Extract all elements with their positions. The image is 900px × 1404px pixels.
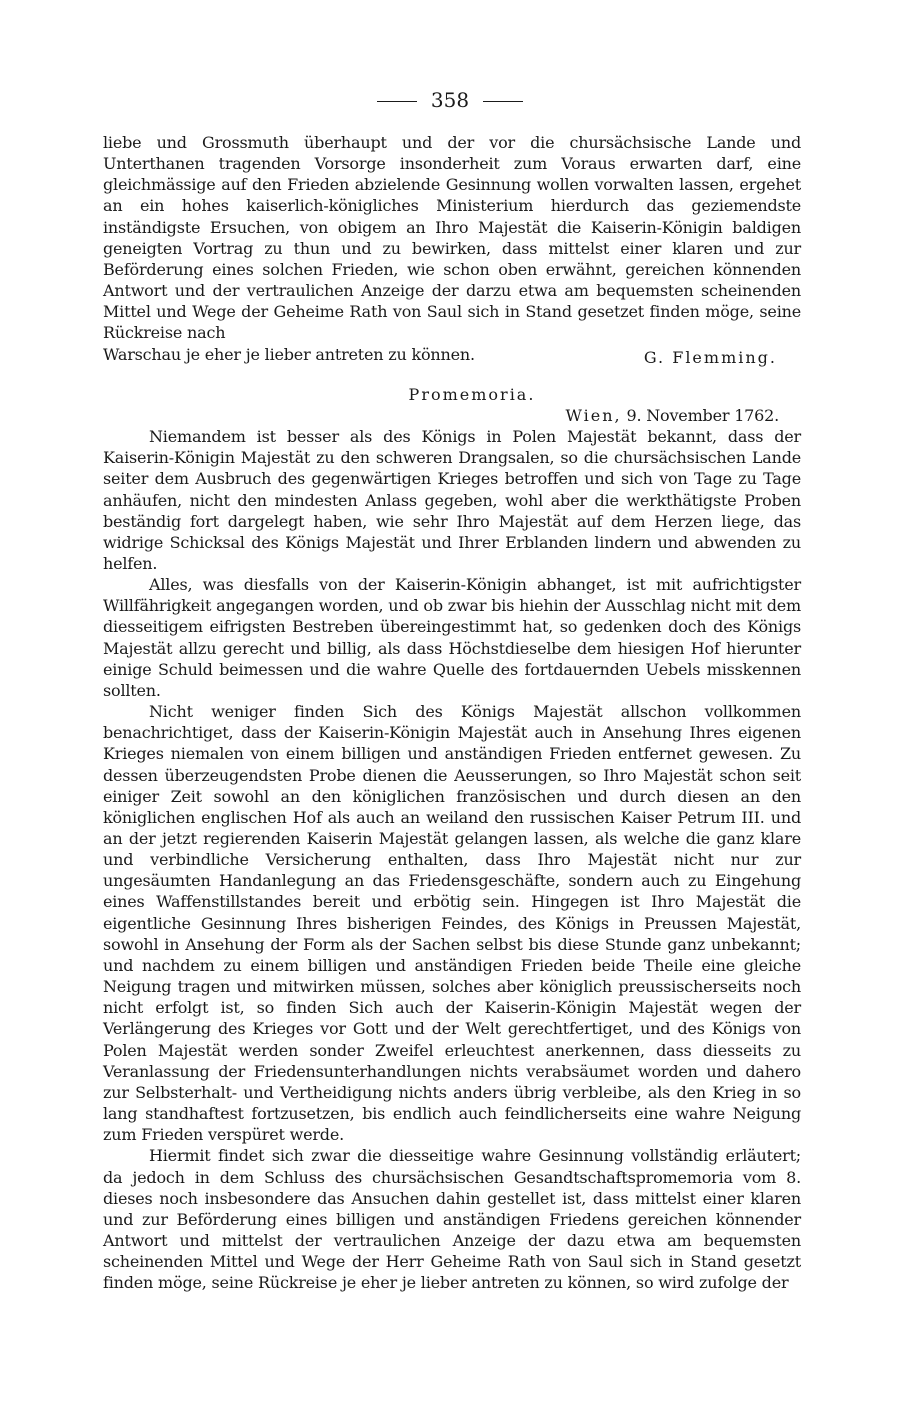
paragraph: Alles, was diesfalls von der Kaiserin-Königin abhanget, ist mit aufrichtigster Willfährigkeit angegangen worden, und ob zwar bis hiehin der Ausschlag nicht mit dem diesseitigem eifrigsten Bestreben übereingestimmt hat, so gedenken doch des Königs Majestät allzu gerecht und billig, als dass Höchstdieselbe dem hiesigen Hof hierunter einige Schuld beimessen und die wahre Quelle des fortdauernden Uebels misskennen sollten. <box>103 575 801 700</box>
signature-line <box>103 344 801 368</box>
page-header <box>0 86 900 114</box>
header-dash-right <box>483 101 523 102</box>
continuation-last-line: Warschau je eher je lieber antreten zu können. <box>103 344 475 364</box>
signature: G. Flemming. <box>643 347 777 367</box>
paragraph: Hiermit findet sich zwar die diesseitige wahre Gesinnung vollständig erläutert; da jedoch in dem Schluss des chursächsischen Gesandtschaftspromemoria vom 8. dieses noch insbesondere das Ansuchen dahin gestellet ist, dass mittelst einer klaren und zur Beförderung eines billigen und anständigen Friedens gereichen könnender Antwort und mittelst der vertraulichen Anzeige der dazu etwa am bequemsten scheinenden Mittel und Wege der Herr Geheime Rath von Saul sich in Stand gesetzt finden möge, seine Rückreise je eher je lieber antreten zu können, so wird zufolge der <box>103 1146 801 1293</box>
paragraph: Nicht weniger finden Sich des Königs Majestät allschon vollkommen benachrichtiget, dass der Kaiserin-Königin Majestät auch in Ansehung Ihres eigenen Krieges niemalen von einem billigen und anständigen Frieden entfernet gewesen. Zu dessen überzeugendsten Probe dienen die Aeusserungen, so Ihro Majestät schon seit einiger Zeit sowohl an den königlichen französischen und durch diesen an den königlichen englischen Hof als auch an weiland den russischen Kaiser Petrum III. und an der jetzt regierenden Kaiserin Majestät gelangen lassen, als welche die ganz klare und verbindliche Versicherung enthalten, dass Ihro Majestät nicht nur zur ungesäumten Handanlegung an das Friedensgeschäfte, sondern auch zu Eingehung eines Waffenstillstandes bereit und erbötig sein. Hingegen ist Ihro Majestät die eigentliche Gesinnung Ihres bisherigen Feindes, des Königs in Preussen Majestät, sowohl in Ansehung der Form als der Sachen selbst bis diese Stunde ganz unbekannt; und nachdem zu einem billigen und anständigen Frieden beide Theile eine gleiche Neigung tragen und mitwirken müssen, solches aber königlich preussischerseits noch nicht erfolgt ist, so finden Sich auch der Kaiserin-Königin Majestät wegen der Verlängerung des Krieges vor Gott und der Welt gerechtfertiget, und des Königs von Polen Majestät werden sonder Zweifel erleuchtest anerkennen, dass diesseits zu Veranlassung der Friedensunterhandlungen nichts verabsäumet worden und dahero zur Selbsterhalt- und Vertheidigung nichts anders übrig verbleibe, als den Krieg in so lang standhaftest fortzusetzen, bis endlich auch feindlicherseits eine wahre Neigung zum Frieden verspüret werde. <box>103 702 801 1145</box>
dateline-date: 9. November 1762. <box>626 405 779 425</box>
header-dash-left <box>377 101 417 102</box>
body-text <box>103 132 801 1293</box>
dateline-place: Wien, <box>565 405 622 425</box>
dateline <box>103 405 779 426</box>
continuation-paragraph: liebe und Grossmuth überhaupt und der vor die chursächsische Lande und Unterthanen tragenden Vorsorge insonderheit zum Voraus erwarten darf, eine gleichmässige auf den Frieden abzielende Gesinnung wollen vorwalten lassen, ergehet an ein hohes kaiserlich-königliches Ministerium hierdurch das geziemendste inständigste Ersuchen, von obigem an Ihro Majestät die Kaiserin-Königin baldigen geneigten Vortrag zu thun und zu bewirken, dass mittelst einer klaren und zur Beförderung eines solchen Frieden, wie schon oben erwähnt, gereichen könnenden Antwort und der vertraulichen Anzeige der darzu etwa am bequemsten scheinenden Mittel und Wege der Geheime Rath von Saul sich in Stand gesetzet finden möge, seine Rückreise nach <box>103 133 801 343</box>
section-heading: Promemoria. <box>408 384 536 404</box>
page-number: 358 <box>430 88 470 112</box>
paragraph: Niemandem ist besser als des Königs in Polen Majestät bekannt, dass der Kaiserin-Königin Majestät zu den schweren Drangsalen, so die chursächsischen Lande seiter dem Ausbruch des gegenwärtigen Krieges betroffen und sich von Tage zu Tage anhäufen, nicht den mindesten Anlass gegeben, wohl aber die werkthätigste Proben beständig fort dargelegt haben, wie sehr Ihro Majestät auf dem Herzen liege, das widrige Schicksal des Königs Majestät und Ihrer Erblanden lindern und abwenden zu helfen. <box>103 427 801 573</box>
